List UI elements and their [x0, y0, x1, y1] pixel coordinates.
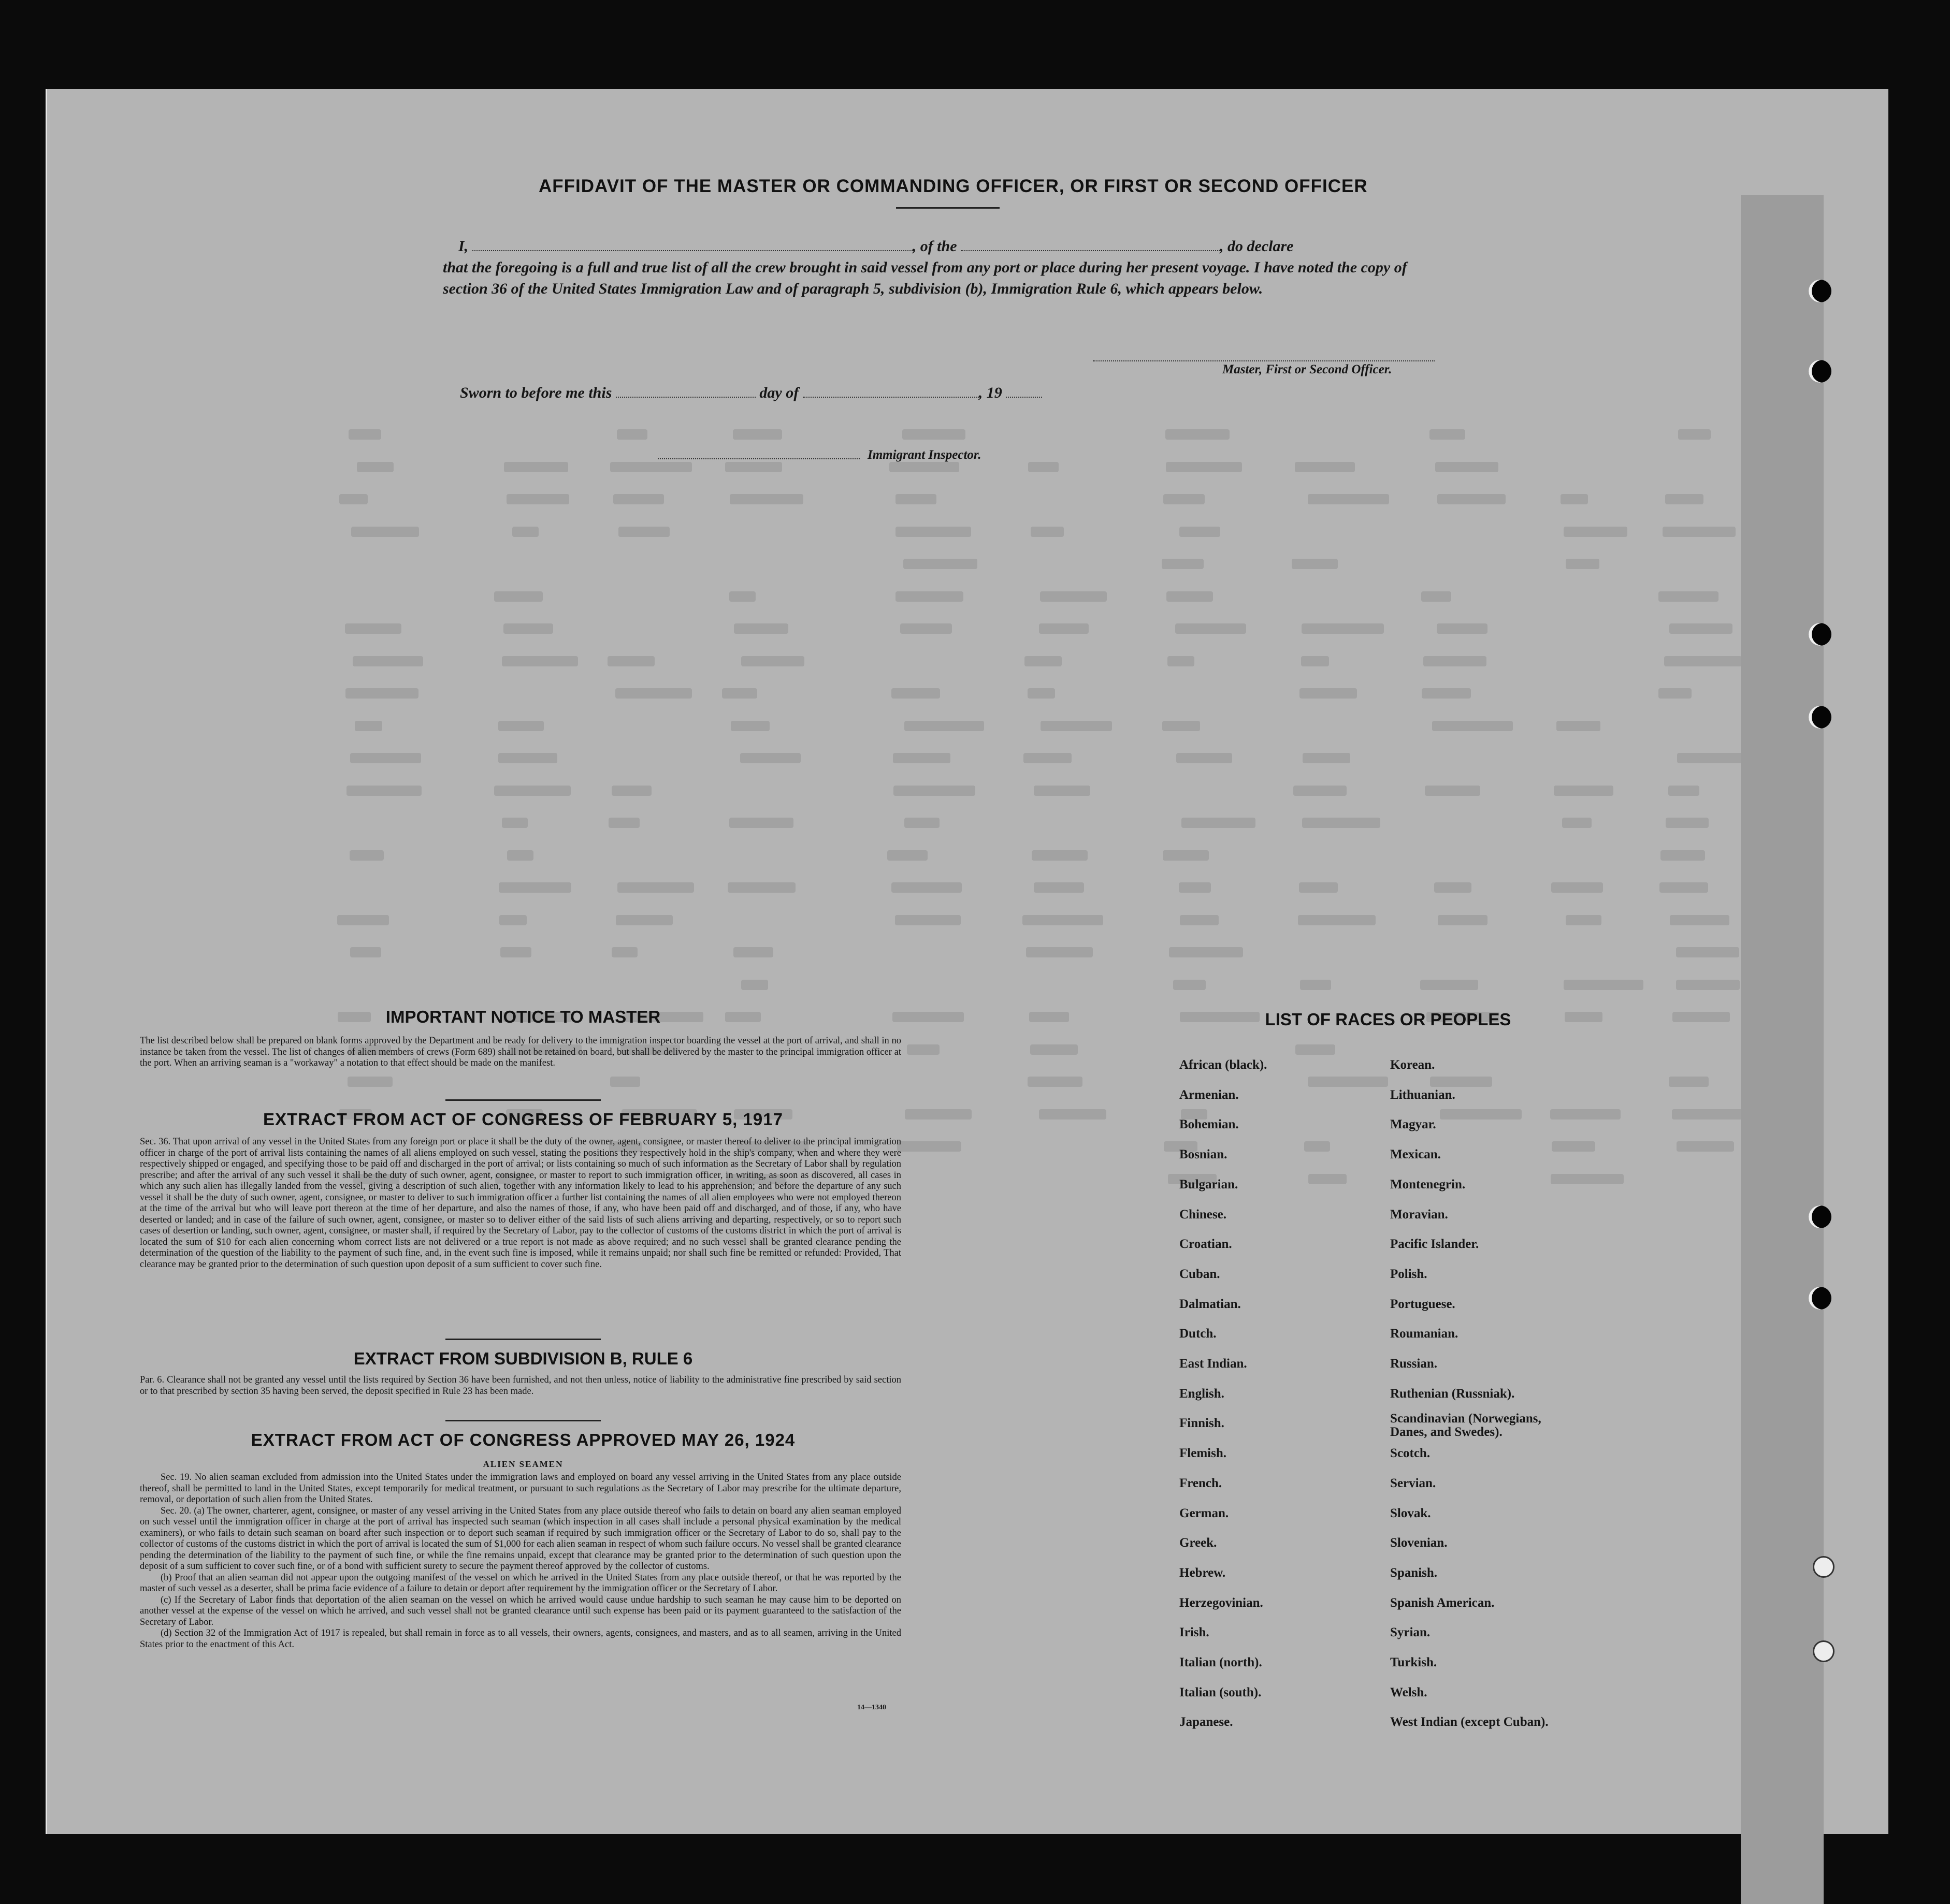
bleed-mark — [1169, 947, 1243, 957]
race-item: Greek. — [1179, 1536, 1217, 1550]
race-item: Lithuanian. — [1390, 1088, 1455, 1102]
race-item: Italian (south). — [1179, 1685, 1262, 1699]
bleed-mark — [1162, 721, 1200, 731]
bleed-mark — [1423, 656, 1486, 666]
bleed-mark — [1295, 1044, 1335, 1055]
bleed-row — [47, 620, 1888, 637]
bleed-mark — [610, 462, 692, 472]
bleed-mark — [504, 462, 568, 472]
race-item: Croatian. — [1179, 1237, 1232, 1251]
bleed-mark — [905, 1109, 972, 1120]
race-item: Russian. — [1390, 1357, 1438, 1371]
section-rule — [445, 1339, 601, 1340]
bleed-row — [47, 490, 1888, 508]
bleed-mark — [612, 786, 652, 796]
race-item: Roumanian. — [1390, 1327, 1458, 1341]
bleed-mark — [1031, 527, 1064, 537]
sworn-statement — [460, 383, 1042, 402]
bleed-mark — [1676, 947, 1739, 957]
bleed-mark — [346, 786, 422, 796]
bleed-mark — [1163, 850, 1209, 861]
bleed-mark — [1554, 786, 1613, 796]
bleed-mark — [1552, 1141, 1595, 1152]
race-item: Chinese. — [1179, 1208, 1226, 1222]
bleed-mark — [725, 462, 782, 472]
bleed-mark — [348, 1077, 393, 1087]
bleed-mark — [1293, 786, 1347, 796]
bleed-mark — [1422, 688, 1471, 699]
bleed-mark — [1566, 915, 1601, 925]
bleed-row — [47, 717, 1888, 735]
subdivision-b-text: Par. 6. Clearance shall not be granted any vessel until the lists required by Section 36 have been furnished, and not then unless, notice of liability to the administrative fine prescribed by said section or to that prescribed by section 35 having been served, the deposit specified in Rule 23 has been made. — [140, 1375, 901, 1397]
race-item: English. — [1179, 1387, 1224, 1401]
race-item: Herzegovinian. — [1179, 1596, 1263, 1610]
sworn-prefix: Sworn to before me this — [460, 384, 612, 401]
sworn-day-field[interactable] — [616, 383, 756, 398]
bleed-mark — [893, 786, 975, 796]
race-item: Slovenian. — [1390, 1536, 1448, 1550]
bleed-mark — [1162, 559, 1204, 569]
act-1924-subtitle: ALIEN SEAMEN — [483, 1459, 564, 1469]
form-number: 14—1340 — [857, 1704, 886, 1711]
bleed-mark — [1023, 753, 1072, 763]
affidavit-title: AFFIDAVIT OF THE MASTER OR COMMANDING OFFICER, OR FIRST OR SECOND OFFICER — [539, 176, 1368, 196]
bleed-mark — [502, 656, 578, 666]
binder-hole — [1809, 623, 1831, 646]
bleed-mark — [895, 591, 963, 602]
bleed-mark — [1028, 462, 1059, 472]
bleed-mark — [1024, 656, 1062, 666]
bleed-mark — [618, 527, 670, 537]
bleed-mark — [503, 623, 553, 634]
bleed-mark — [1302, 818, 1380, 828]
bleed-row — [47, 426, 1888, 443]
bleed-mark — [733, 947, 773, 957]
signature-line[interactable] — [1093, 360, 1435, 361]
bleed-row — [47, 814, 1888, 832]
act-1924-text — [140, 1472, 901, 1650]
bleed-mark — [893, 753, 950, 763]
bleed-mark — [892, 1012, 964, 1022]
race-item: Dalmatian. — [1179, 1297, 1241, 1311]
bleed-mark — [1435, 462, 1498, 472]
race-item: Italian (north). — [1179, 1655, 1262, 1669]
bleed-row — [47, 782, 1888, 800]
bleed-mark — [616, 915, 673, 925]
binder-hole — [1809, 360, 1831, 383]
bleed-mark — [1303, 753, 1350, 763]
race-item: Scandinavian (Norwegians, Danes, and Swedes). — [1390, 1412, 1541, 1439]
bleed-mark — [907, 1044, 940, 1055]
subdivision-b-title: EXTRACT FROM SUBDIVISION B, RULE 6 — [353, 1349, 693, 1368]
bleed-mark — [1308, 494, 1389, 504]
bleed-mark — [902, 429, 965, 440]
bleed-mark — [502, 818, 528, 828]
race-item: Ruthenian (Russniak). — [1390, 1387, 1515, 1401]
sworn-day-label: day of — [759, 384, 799, 401]
bleed-row — [47, 555, 1888, 573]
bleed-mark — [1437, 623, 1487, 634]
affidavit-statement — [443, 236, 1453, 299]
bleed-mark — [1668, 786, 1699, 796]
bleed-mark — [337, 915, 389, 925]
bleed-mark — [494, 591, 543, 602]
bleed-mark — [1026, 947, 1093, 957]
bleed-mark — [741, 656, 804, 666]
bleed-mark — [1028, 688, 1055, 699]
binder-hole — [1809, 1205, 1831, 1228]
bleed-mark — [1664, 656, 1742, 666]
bleed-mark — [1176, 753, 1232, 763]
bleed-mark — [1179, 882, 1211, 893]
officer-name-field[interactable] — [472, 237, 913, 251]
bleed-mark — [1669, 623, 1732, 634]
bleed-mark — [1670, 915, 1729, 925]
race-item: African (black). — [1179, 1058, 1267, 1072]
race-item: Cuban. — [1179, 1267, 1220, 1281]
bleed-mark — [903, 559, 977, 569]
race-item: Spanish. — [1390, 1566, 1438, 1580]
race-item: Spanish American. — [1390, 1596, 1495, 1610]
race-item: Flemish. — [1179, 1446, 1226, 1460]
bleed-mark — [1566, 559, 1599, 569]
bleed-mark — [1551, 1174, 1624, 1184]
race-item: Portuguese. — [1390, 1297, 1455, 1311]
bleed-mark — [1437, 494, 1506, 504]
bleed-mark — [1022, 915, 1103, 925]
vessel-name-field[interactable] — [961, 237, 1220, 251]
bleed-mark — [1163, 494, 1205, 504]
bleed-mark — [507, 494, 569, 504]
bleed-mark — [1028, 1077, 1082, 1087]
notice-text: The list described below shall be prepared on blank forms approved by the Department and be ready for delivery to the immigration inspector boarding the vessel at the port of arrival, and shall in no instance be taken from the vessel. The list of changes of alien members of crews (Form 689) shall not be retained on board, but shall be delivered by the master to the principal immigration officer at the port. When an arriving seaman is a "workaway" a notation to that effect should be made on the manifest. — [140, 1036, 901, 1068]
bleed-mark — [613, 494, 664, 504]
declaration-mid: , of the — [912, 238, 957, 255]
race-item: Syrian. — [1390, 1625, 1431, 1639]
race-item: East Indian. — [1179, 1357, 1247, 1371]
bleed-mark — [339, 494, 368, 504]
race-item: Bosnian. — [1179, 1147, 1227, 1161]
bleed-mark — [1030, 1044, 1078, 1055]
bleed-mark — [353, 656, 423, 666]
race-item: German. — [1179, 1506, 1229, 1520]
sworn-month-field[interactable] — [803, 383, 979, 398]
bleed-mark — [1550, 1109, 1621, 1120]
bleed-mark — [904, 818, 940, 828]
bleed-mark — [730, 494, 803, 504]
bleed-mark — [609, 818, 640, 828]
signature-label: Master, First or Second Officer. — [1222, 362, 1392, 376]
binder-hole — [1809, 706, 1831, 729]
bleed-mark — [494, 786, 571, 796]
inspector-label: Immigrant Inspector. — [868, 448, 981, 462]
bleed-mark — [733, 429, 782, 440]
bleed-mark — [731, 721, 770, 731]
bleed-row — [47, 523, 1888, 541]
bleed-mark — [1425, 786, 1480, 796]
race-item: Mexican. — [1390, 1147, 1441, 1161]
bleed-mark — [897, 1141, 961, 1152]
affidavit-body-text: that the foregoing is a full and true list of all the crew brought in said vessel from any port or place during her present voyage. I have noted the copy of section 36 of the United States Immigration Law and of paragraph 5, subdivision (b), Immigration Rule 6, which appears below. — [443, 259, 1407, 297]
bleed-mark — [728, 882, 796, 893]
inspector-signature-line[interactable] — [658, 458, 860, 459]
bleed-mark — [1308, 1174, 1347, 1184]
notice-title: IMPORTANT NOTICE TO MASTER — [385, 1007, 661, 1026]
bleed-mark — [1032, 850, 1088, 861]
bleed-mark — [1181, 818, 1255, 828]
bleed-mark — [1440, 1109, 1522, 1120]
bleed-mark — [1173, 980, 1206, 990]
bleed-mark — [1165, 429, 1230, 440]
section-rule — [445, 1099, 601, 1101]
bleed-mark — [1308, 1077, 1388, 1087]
race-item: Japanese. — [1179, 1715, 1233, 1729]
bleed-mark — [1421, 591, 1451, 602]
bleed-mark — [1551, 882, 1603, 893]
bleed-mark — [500, 947, 531, 957]
bleed-mark — [889, 462, 959, 472]
bleed-mark — [610, 1077, 640, 1087]
bleed-mark — [1175, 623, 1246, 634]
bleed-mark — [507, 850, 533, 861]
act-1917-title: EXTRACT FROM ACT OF CONGRESS OF FEBRUARY 5, 1917 — [263, 1110, 783, 1129]
bleed-mark — [1039, 1109, 1106, 1120]
bleed-mark — [900, 623, 952, 634]
bleed-mark — [729, 818, 793, 828]
bleed-mark — [1430, 1077, 1492, 1087]
bleed-mark — [1420, 980, 1478, 990]
race-item: Dutch. — [1179, 1327, 1217, 1341]
act-1924-paragraph: (c) If the Secretary of Labor finds that deportation of the alien seaman on the vessel on which he arrived would cause undue hardship to such seaman he may cause him to be deported on another vessel at the expense of the vessel on which he arrived, and such vessel shall not be granted clearance until such expense has been paid or its payment guaranteed to the satisfaction of the Secretary of Labor. — [140, 1594, 901, 1627]
act-1924-title: EXTRACT FROM ACT OF CONGRESS APPROVED MAY 26, 1924 — [251, 1430, 796, 1449]
bleed-mark — [1677, 753, 1746, 763]
binder-hole — [1813, 1640, 1835, 1662]
bleed-mark — [1556, 721, 1600, 731]
act-1924-paragraph: Sec. 20. (a) The owner, charterer, agent, consignee, or master of any vessel arriving in the United States from any place outside thereof who fails to detain on board any alien seaman employed on such vessel until the immigration officer in charge at the port of arrival has inspected such seaman (which inspection in all cases shall include a personal physical examination by the medical examiners), or who fails to detain such seaman on board after such inspection or to deport such seaman if required by such immigration officer or the Secretary of Labor to do so, shall pay to the collector of customs of the customs district in which the port of arrival is located the sum of $1,000 for each alien seaman in respect of whom such failure occurs. No vessel shall be granted clearance pending the determination of the liability to the payment of such fine, or while the fine remains unpaid, except that clearance may be granted prior to the determination of such question upon the deposit of a sum sufficient to cover such fine, or of a bond with sufficient surety to secure the payment thereof approved by the collector of customs. — [140, 1505, 901, 1572]
bleed-mark — [350, 850, 384, 861]
bleed-mark — [350, 753, 421, 763]
bleed-mark — [1677, 1141, 1734, 1152]
bleed-mark — [1669, 1077, 1709, 1087]
race-item: French. — [1179, 1476, 1222, 1490]
bleed-mark — [1034, 786, 1090, 796]
bleed-mark — [891, 688, 940, 699]
bleed-mark — [1658, 591, 1718, 602]
bleed-mark — [1179, 527, 1220, 537]
bleed-mark — [740, 753, 801, 763]
race-item: Korean. — [1390, 1058, 1435, 1072]
bleed-row — [47, 976, 1888, 994]
race-item: Scotch. — [1390, 1446, 1431, 1460]
bleed-mark — [1672, 1109, 1750, 1120]
race-item: Bulgarian. — [1179, 1178, 1238, 1191]
race-item: Moravian. — [1390, 1208, 1448, 1222]
race-item: Magyar. — [1390, 1117, 1436, 1131]
bleed-mark — [1304, 1141, 1330, 1152]
bleed-mark — [1302, 623, 1384, 634]
bleed-mark — [350, 947, 381, 957]
bleed-row — [47, 847, 1888, 864]
act-1924-paragraph: Sec. 19. No alien seaman excluded from admission into the United States under the immigration laws and employed on board any vessel arriving in the United States from any place outside thereof, shall be permitted to land in the United States, except temporarily for medical treatment, or pursuant to such regulations as the Secretary of Labor may prescribe for the ultimate departure, removal, or deportation of such alien from the United States. — [140, 1472, 901, 1505]
bleed-mark — [904, 721, 984, 731]
race-item: Irish. — [1179, 1625, 1209, 1639]
bleed-mark — [1298, 915, 1376, 925]
bleed-row — [47, 652, 1888, 670]
bleed-mark — [1299, 882, 1338, 893]
binder-hole — [1809, 1287, 1831, 1310]
bleed-row — [47, 943, 1888, 961]
bleed-mark — [498, 753, 557, 763]
bleed-mark — [1564, 527, 1627, 537]
race-item: Montenegrin. — [1390, 1178, 1466, 1191]
race-item: Welsh. — [1390, 1685, 1427, 1699]
bleed-mark — [722, 688, 757, 699]
bleed-mark — [895, 494, 936, 504]
bleed-mark — [1429, 429, 1465, 440]
bleed-mark — [617, 429, 647, 440]
bleed-mark — [1659, 882, 1708, 893]
race-item: Finnish. — [1179, 1416, 1224, 1430]
sworn-year-label: , 19 — [978, 384, 1002, 401]
bleed-mark — [1029, 1012, 1069, 1022]
bleed-mark — [512, 527, 539, 537]
bleed-mark — [1041, 721, 1112, 731]
race-item: Servian. — [1390, 1476, 1436, 1490]
bleed-mark — [729, 591, 756, 602]
bleed-mark — [1434, 882, 1471, 893]
bleed-mark — [1300, 980, 1331, 990]
bleed-mark — [617, 882, 694, 893]
binder-hole — [1809, 280, 1831, 302]
race-item: Turkish. — [1390, 1655, 1437, 1669]
section-rule — [445, 1420, 601, 1421]
race-item: West Indian (except Cuban). — [1390, 1715, 1549, 1729]
bleed-mark — [345, 623, 401, 634]
bleed-mark — [887, 850, 928, 861]
bleed-mark — [895, 915, 961, 925]
bleed-mark — [499, 882, 571, 893]
bleed-mark — [1299, 688, 1357, 699]
bleed-mark — [351, 527, 419, 537]
bleed-mark — [1166, 591, 1213, 602]
race-item: Slovak. — [1390, 1506, 1431, 1520]
bleed-mark — [1039, 623, 1089, 634]
race-item: Bohemian. — [1179, 1117, 1239, 1131]
bleed-mark — [1034, 882, 1084, 893]
bleed-mark — [1180, 915, 1219, 925]
bleed-mark — [895, 527, 971, 537]
bleed-mark — [499, 915, 527, 925]
bleed-mark — [1301, 656, 1329, 666]
races-title: LIST OF RACES OR PEOPLES — [1265, 1010, 1511, 1029]
bleed-mark — [741, 980, 768, 990]
bleed-mark — [1562, 818, 1592, 828]
bleed-mark — [612, 947, 638, 957]
act-1917-text: Sec. 36. That upon arrival of any vessel in the United States from any foreign port or place it shall be the duty of the owner, agent, consignee, or master thereof to deliver to the principal immigration officer in charge of the port of arrival lists containing the names of all aliens employed on such vessel, stating the positions they respectively hold in the ship's company, when and where they were respectively shipped or engaged, and specifying those to be paid off and discharged in the port of arrival; or lists containing so much of such information as the Secretary of Labor shall by regulation prescribe; and after the arrival of any such vessel it shall be the duty of such owner, agent, consignee, or master to report to such immigration officer, in writing, as soon as discovered, all cases in which any such alien has illegally landed from the vessel, giving a description of such alien, together with any information likely to lead to his apprehension; and before the departure of any such vessel it shall be the duty of such owner, agent, consignee, or master to deliver to such immigration officer a further list containing the names of all alien employees who were not employed thereon at the time of the arrival but who will leave port thereon at the time of her departure, and also the names of those, if any, who have been paid off and discharged, and of those, if any, who have deserted or landed; and in case of the failure of such owner, agent, consignee, or master so to deliver either of the said lists of such aliens arriving and departing, respectively, or so to report such cases of desertion or landing, such owner, agent, consignee, or master shall, if required by the Secretary of Labor, pay to the collector of customs of the customs district in which the port of arrival is located the sum of $10 for each alien concerning whom correct lists are not delivered or a true report is not made as above required; and no such vessel shall be granted clearance pending the determination of the question of the liability to the payment of such fine, and, in the event such fine is imposed, while it remains unpaid; nor shall such fine be remitted or refunded: Provided, That clearance may be granted prior to the determination of such question upon deposit of a sum sufficient to cover such fine. — [140, 1137, 901, 1270]
bleed-mark — [345, 688, 418, 699]
bleed-mark — [734, 623, 788, 634]
bleed-mark — [1432, 721, 1513, 731]
act-1924-paragraph: (b) Proof that an alien seaman did not appear upon the outgoing manifest of the vessel on which he arrived in the United States from any place outside thereof, or that he was reported by the master of such vessel as a deserter, shall be prima facie evidence of a failure to detain or deport after requirement by the immigration officer or the Secretary of Labor. — [140, 1572, 901, 1594]
race-item: Hebrew. — [1179, 1566, 1226, 1580]
bleed-mark — [1663, 527, 1736, 537]
bleed-mark — [1658, 688, 1692, 699]
bleed-mark — [891, 882, 962, 893]
declaration-end: , do declare — [1220, 238, 1294, 255]
bleed-row — [47, 685, 1888, 702]
sworn-year-field[interactable] — [1006, 383, 1042, 398]
bleed-row — [47, 911, 1888, 929]
bleed-mark — [1167, 656, 1194, 666]
bleed-mark — [1665, 494, 1703, 504]
bleed-mark — [615, 688, 692, 699]
bleed-row — [47, 749, 1888, 767]
declaration-start: I, — [458, 238, 469, 255]
bleed-mark — [1564, 980, 1643, 990]
race-item: Pacific Islander. — [1390, 1237, 1479, 1251]
bleed-mark — [498, 721, 544, 731]
act-1924-paragraph: (d) Section 32 of the Immigration Act of 1917 is repealed, but shall remain in force as to all vessels, their owners, agents, consignees, and masters, and as to all seamen, arriving in the United States prior to the enactment of this Act. — [140, 1628, 901, 1650]
binder-hole — [1813, 1556, 1835, 1578]
race-item: Polish. — [1390, 1267, 1427, 1281]
bleed-mark — [1672, 1012, 1730, 1022]
bleed-mark — [1292, 559, 1338, 569]
bleed-row — [47, 879, 1888, 896]
bleed-mark — [1660, 850, 1705, 861]
bleed-mark — [355, 721, 382, 731]
bleed-mark — [349, 429, 381, 440]
bleed-mark — [1438, 915, 1487, 925]
binding-tape — [1741, 195, 1824, 1904]
bleed-row — [47, 588, 1888, 605]
bleed-mark — [1666, 818, 1709, 828]
bleed-mark — [1040, 591, 1107, 602]
bleed-row — [47, 1073, 1888, 1091]
bleed-mark — [357, 462, 394, 472]
bleed-mark — [1676, 980, 1740, 990]
bleed-mark — [1166, 462, 1242, 472]
bleed-mark — [1295, 462, 1355, 472]
title-rule — [896, 207, 1000, 209]
bleed-mark — [608, 656, 655, 666]
bleed-mark — [1561, 494, 1588, 504]
race-item: Armenian. — [1179, 1088, 1239, 1102]
bleed-mark — [1678, 429, 1711, 440]
